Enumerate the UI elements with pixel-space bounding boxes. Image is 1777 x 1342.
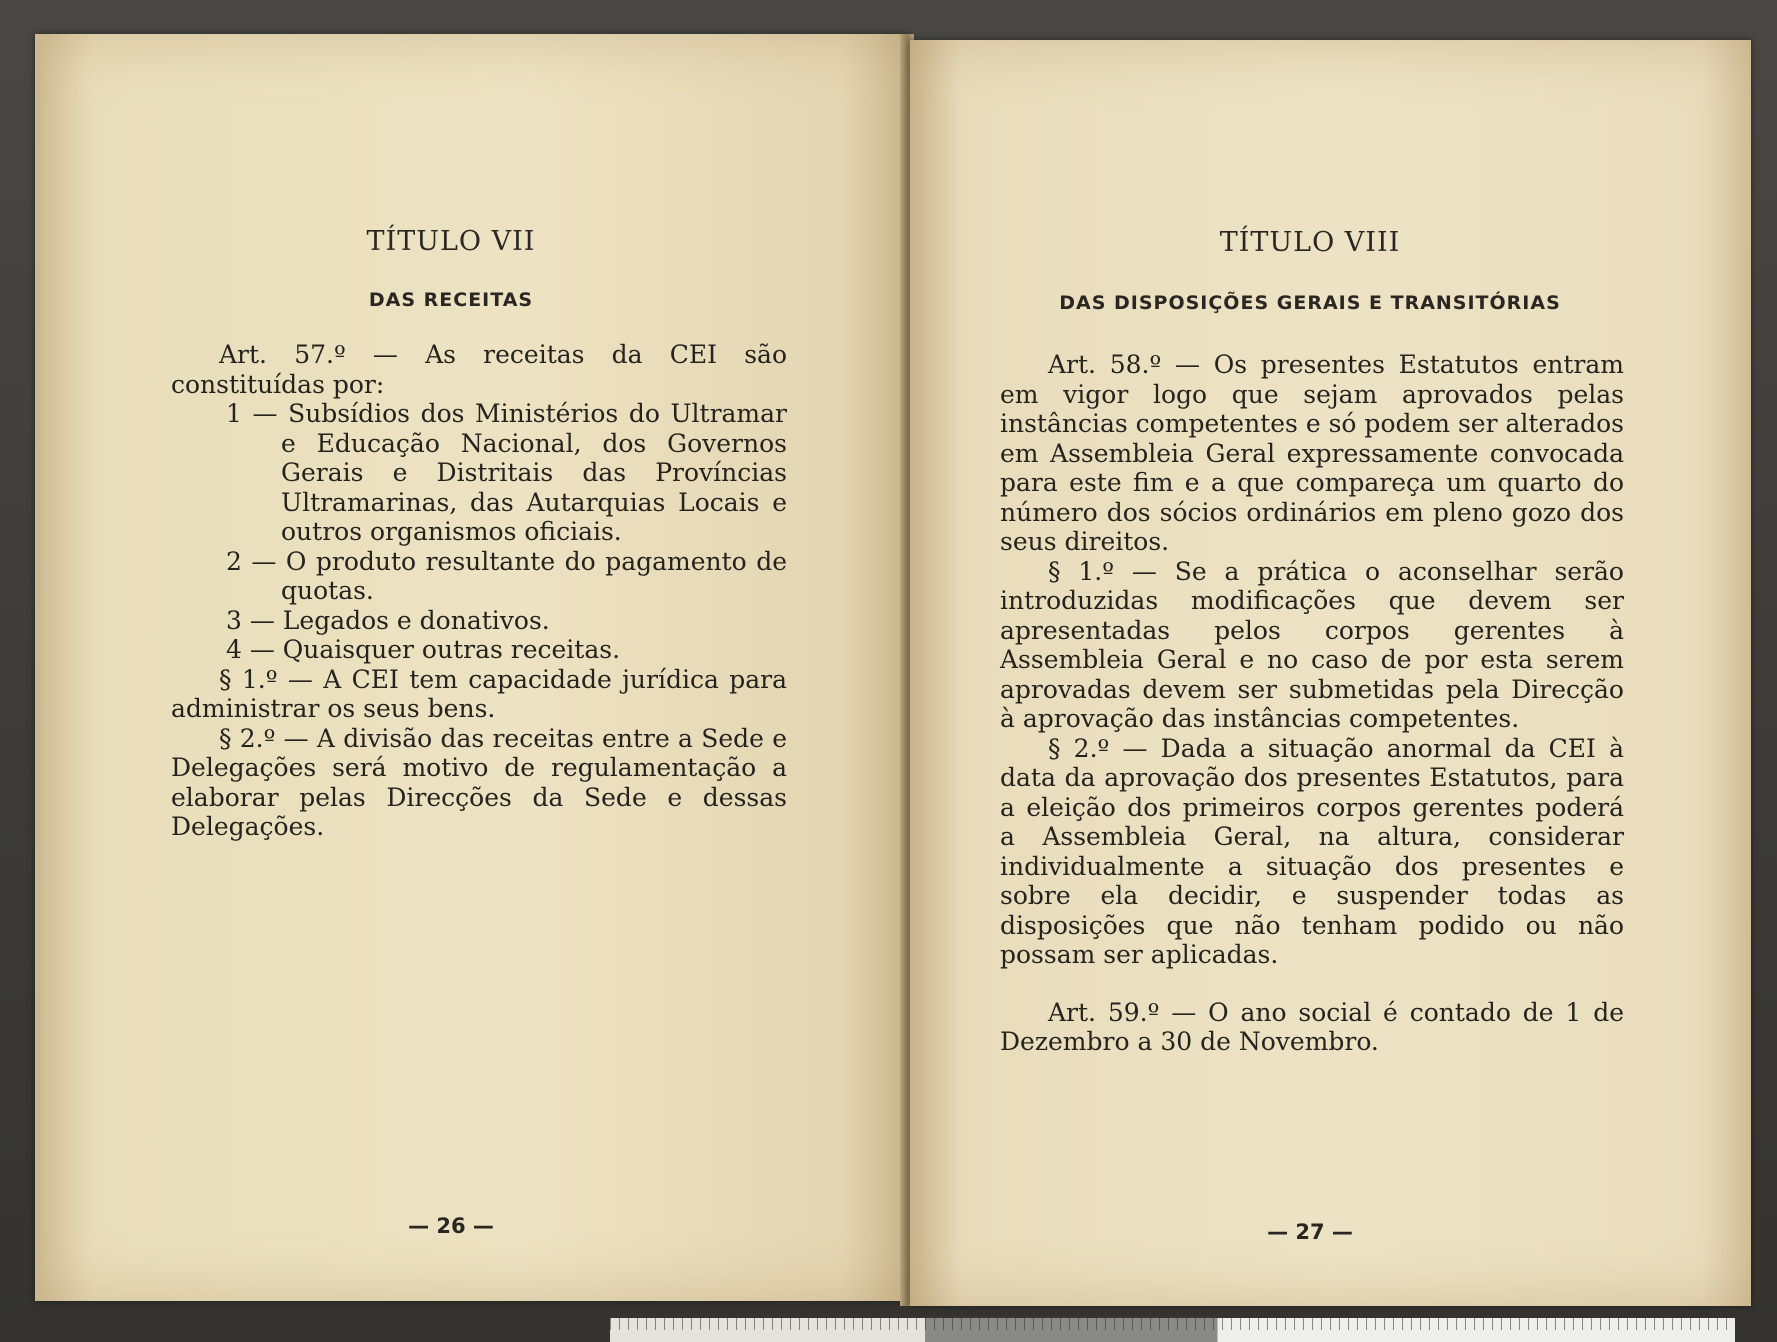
paragraph-gap [1000, 970, 1624, 998]
scale-ruler [610, 1318, 1735, 1342]
paragraph: Art. 59.º — O ano social é contado de 1 de Dezembro a 30 de Novembro. [1000, 997, 1624, 1056]
section-subtitle: DAS DISPOSIÇÕES GERAIS E TRANSITÓRIAS [1059, 292, 1561, 314]
list-item: 4 — Quaisquer outras receitas. [226, 635, 621, 664]
page-title: TÍTULO VIII [1219, 227, 1401, 258]
page-number: — 26 — [408, 1214, 494, 1238]
right-page [910, 40, 1751, 1306]
list-item: 3 — Legados e donativos. [226, 605, 550, 635]
paragraph: Art. 57.º — As receitas da CEI são constituídas por: [171, 340, 787, 399]
page-number: — 27 — [1267, 1220, 1353, 1244]
page-title: TÍTULO VII [366, 226, 536, 257]
list-item: 1 — Subsídios dos Ministérios do Ultramar e Educação Nacional, dos Governos Gerais e Distritais das Províncias Ultramarinas, das Autarquias Locais e outros organismos oficiais. [226, 399, 787, 546]
right-body-text [1000, 350, 1624, 1057]
left-page [35, 34, 911, 1301]
section-subtitle: DAS RECEITAS [368, 289, 534, 311]
paragraph: § 1.º — Se a prática o aconselhar serão introduzidas modificações que devem ser apresentadas pelos corpos gerentes à Assembleia Geral e no caso de por esta serem aprovadas devem ser submetidas pela Direcção à aprovação das instâncias competentes. [1000, 556, 1624, 733]
paragraph: § 1.º — A CEI tem capacidade jurídica para administrar os seus bens. [171, 664, 787, 723]
paragraph: Art. 58.º — Os presentes Estatutos entram em vigor logo que sejam aprovados pelas instâncias competentes e só podem ser alterados em Assembleia Geral expressamente convocada para este fim e a que compareça um quarto do número dos sócios ordinários em pleno gozo dos seus direitos. [1000, 350, 1624, 556]
ruler-ticks [610, 1318, 1735, 1330]
left-body-text [171, 340, 787, 842]
paragraph: § 2.º — Dada a situação anormal da CEI à data da aprovação dos presentes Estatutos, para a eleição dos primeiros corpos gerentes poderá a Assembleia Geral, na altura, considerar individualmente a situação dos presentes e sobre ela decidir, e suspender todas as disposições que não tenham podido ou não possam ser aplicadas. [1000, 733, 1624, 969]
list-item: 2 — O produto resultante do pagamento de quotas. [226, 546, 787, 605]
paragraph: § 2.º — A divisão das receitas entre a Sede e Delegações será motivo de regulamentação a elaborar pelas Direcções da Sede e dessas Delegações. [171, 723, 787, 841]
